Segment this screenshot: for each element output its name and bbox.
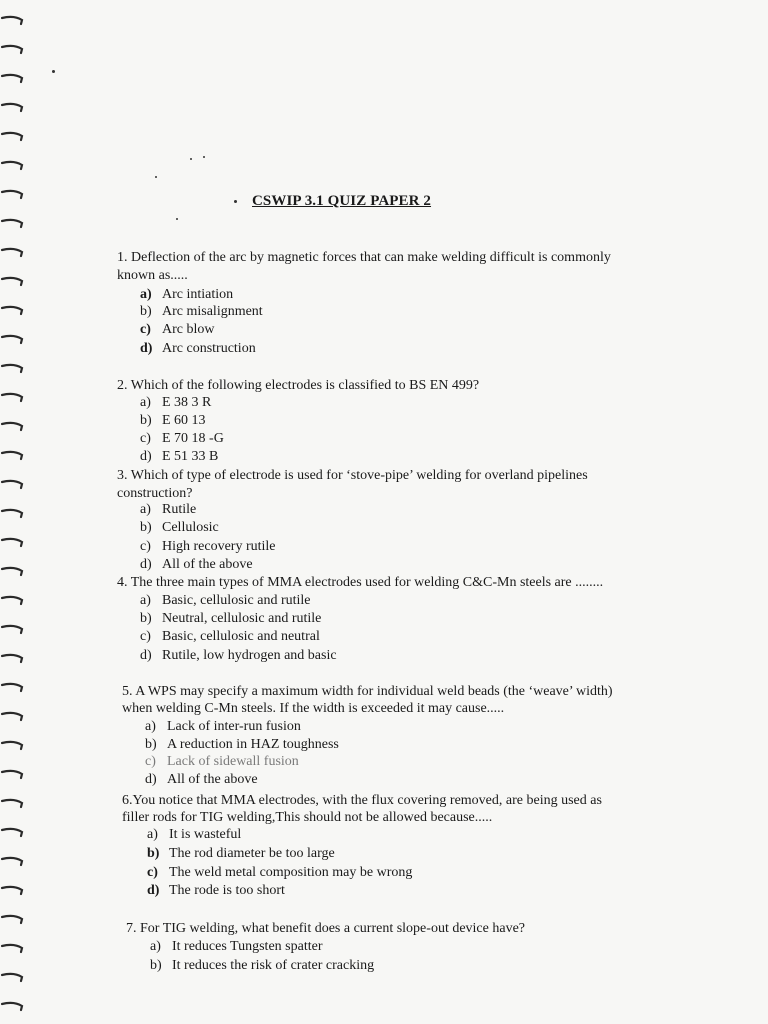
question-7-option-a: a) It reduces Tungsten spatter [150, 939, 323, 954]
question-6-option-d: d) The rode is too short [147, 883, 285, 898]
binding-ring [2, 713, 22, 720]
question-2-option-b: b) E 60 13 [140, 413, 206, 428]
binding-ring [2, 336, 22, 343]
question-3-option-d: d) All of the above [140, 557, 253, 572]
binding-ring [2, 104, 22, 111]
binding-ring [2, 916, 22, 923]
binding-ring [2, 655, 22, 662]
binding-ring [2, 162, 22, 169]
question-3-text: 3. Which of type of electrode is used for ‘stove-pipe’ welding for overland pipelines [117, 468, 588, 483]
scan-speck [203, 156, 205, 158]
binding-ring [2, 539, 22, 546]
binding-ring [2, 249, 22, 256]
question-5-text: 5. A WPS may specify a maximum width for individual weld beads (the ‘weave’ width) [122, 684, 613, 699]
binding-ring [2, 423, 22, 430]
binding-ring [2, 510, 22, 517]
question-3-text-cont: construction? [117, 486, 193, 501]
binding-ring [2, 887, 22, 894]
question-3-option-b: b) Cellulosic [140, 520, 219, 535]
question-5-option-c: c) Lack of sidewall fusion [145, 754, 299, 769]
binding-ring [2, 626, 22, 633]
question-1-text-cont: known as..... [117, 268, 188, 283]
question-5-option-b: b) A reduction in HAZ toughness [145, 737, 339, 752]
binding-ring [2, 974, 22, 981]
binding-ring [2, 800, 22, 807]
question-1-option-a: a) Arc intiation [140, 287, 234, 302]
spiral-binding [0, 0, 40, 1024]
question-2-option-a: a) E 38 3 R [140, 395, 212, 410]
question-7-text: 7. For TIG welding, what benefit does a current slope-out device have? [126, 921, 525, 936]
page-title: CSWIP 3.1 QUIZ PAPER 2 [252, 193, 432, 209]
binding-ring [2, 742, 22, 749]
question-2-text: 2. Which of the following electrodes is classified to BS EN 499? [117, 378, 480, 393]
binding-ring [2, 1003, 22, 1010]
binding-ring [2, 452, 22, 459]
binding-ring [2, 365, 22, 372]
scan-speck [52, 70, 55, 73]
question-4-text: 4. The three main types of MMA electrodes used for welding C&C-Mn steels are ........ [117, 575, 604, 590]
question-6-option-c: c) The weld metal composition may be wrong [147, 865, 413, 880]
question-6-text: 6.You notice that MMA electrodes, with the flux covering removed, are being used as [122, 793, 602, 808]
title-bullet [234, 200, 237, 203]
question-6-option-b: b) The rod diameter be too large [147, 846, 335, 861]
binding-ring [2, 75, 22, 82]
binding-ring [2, 684, 22, 691]
question-7-option-b: b) It reduces the risk of crater cracking [150, 958, 375, 973]
question-3-option-a: a) Rutile [140, 502, 197, 517]
binding-ring [2, 307, 22, 314]
binding-ring [2, 829, 22, 836]
question-4-option-a: a) Basic, cellulosic and rutile [140, 593, 311, 608]
scan-speck [176, 218, 178, 220]
binding-ring [2, 858, 22, 865]
question-5-option-d: d) All of the above [145, 772, 258, 787]
binding-ring [2, 133, 22, 140]
binding-ring [2, 597, 22, 604]
binding-ring [2, 17, 22, 24]
binding-ring [2, 771, 22, 778]
question-3-option-c: c) High recovery rutile [140, 539, 276, 554]
question-1-option-c: c) Arc blow [140, 322, 215, 337]
binding-ring [2, 46, 22, 53]
question-6-option-a: a) It is wasteful [147, 827, 242, 842]
question-6-text-cont: filler rods for TIG welding,This should not be allowed because..... [122, 810, 493, 825]
question-1-option-d: d) Arc construction [140, 341, 256, 356]
question-5-text-cont: when welding C-Mn steels. If the width is exceeded it may cause..... [122, 701, 505, 716]
binding-ring [2, 945, 22, 952]
binding-ring [2, 191, 22, 198]
question-1-option-b: b) Arc misalignment [140, 304, 263, 319]
binding-ring [2, 220, 22, 227]
question-2-option-d: d) E 51 33 B [140, 449, 219, 464]
binding-ring [2, 568, 22, 575]
question-2-option-c: c) E 70 18 -G [140, 431, 224, 446]
question-4-option-c: c) Basic, cellulosic and neutral [140, 629, 320, 644]
binding-ring [2, 394, 22, 401]
question-4-option-b: b) Neutral, cellulosic and rutile [140, 611, 322, 626]
question-1-text: 1. Deflection of the arc by magnetic forces that can make welding difficult is commonly [117, 250, 611, 265]
binding-ring [2, 481, 22, 488]
question-4-option-d: d) Rutile, low hydrogen and basic [140, 648, 337, 663]
binding-ring [2, 278, 22, 285]
question-5-option-a: a) Lack of inter-run fusion [145, 719, 301, 734]
scan-speck [190, 158, 192, 160]
scan-speck [155, 176, 157, 178]
